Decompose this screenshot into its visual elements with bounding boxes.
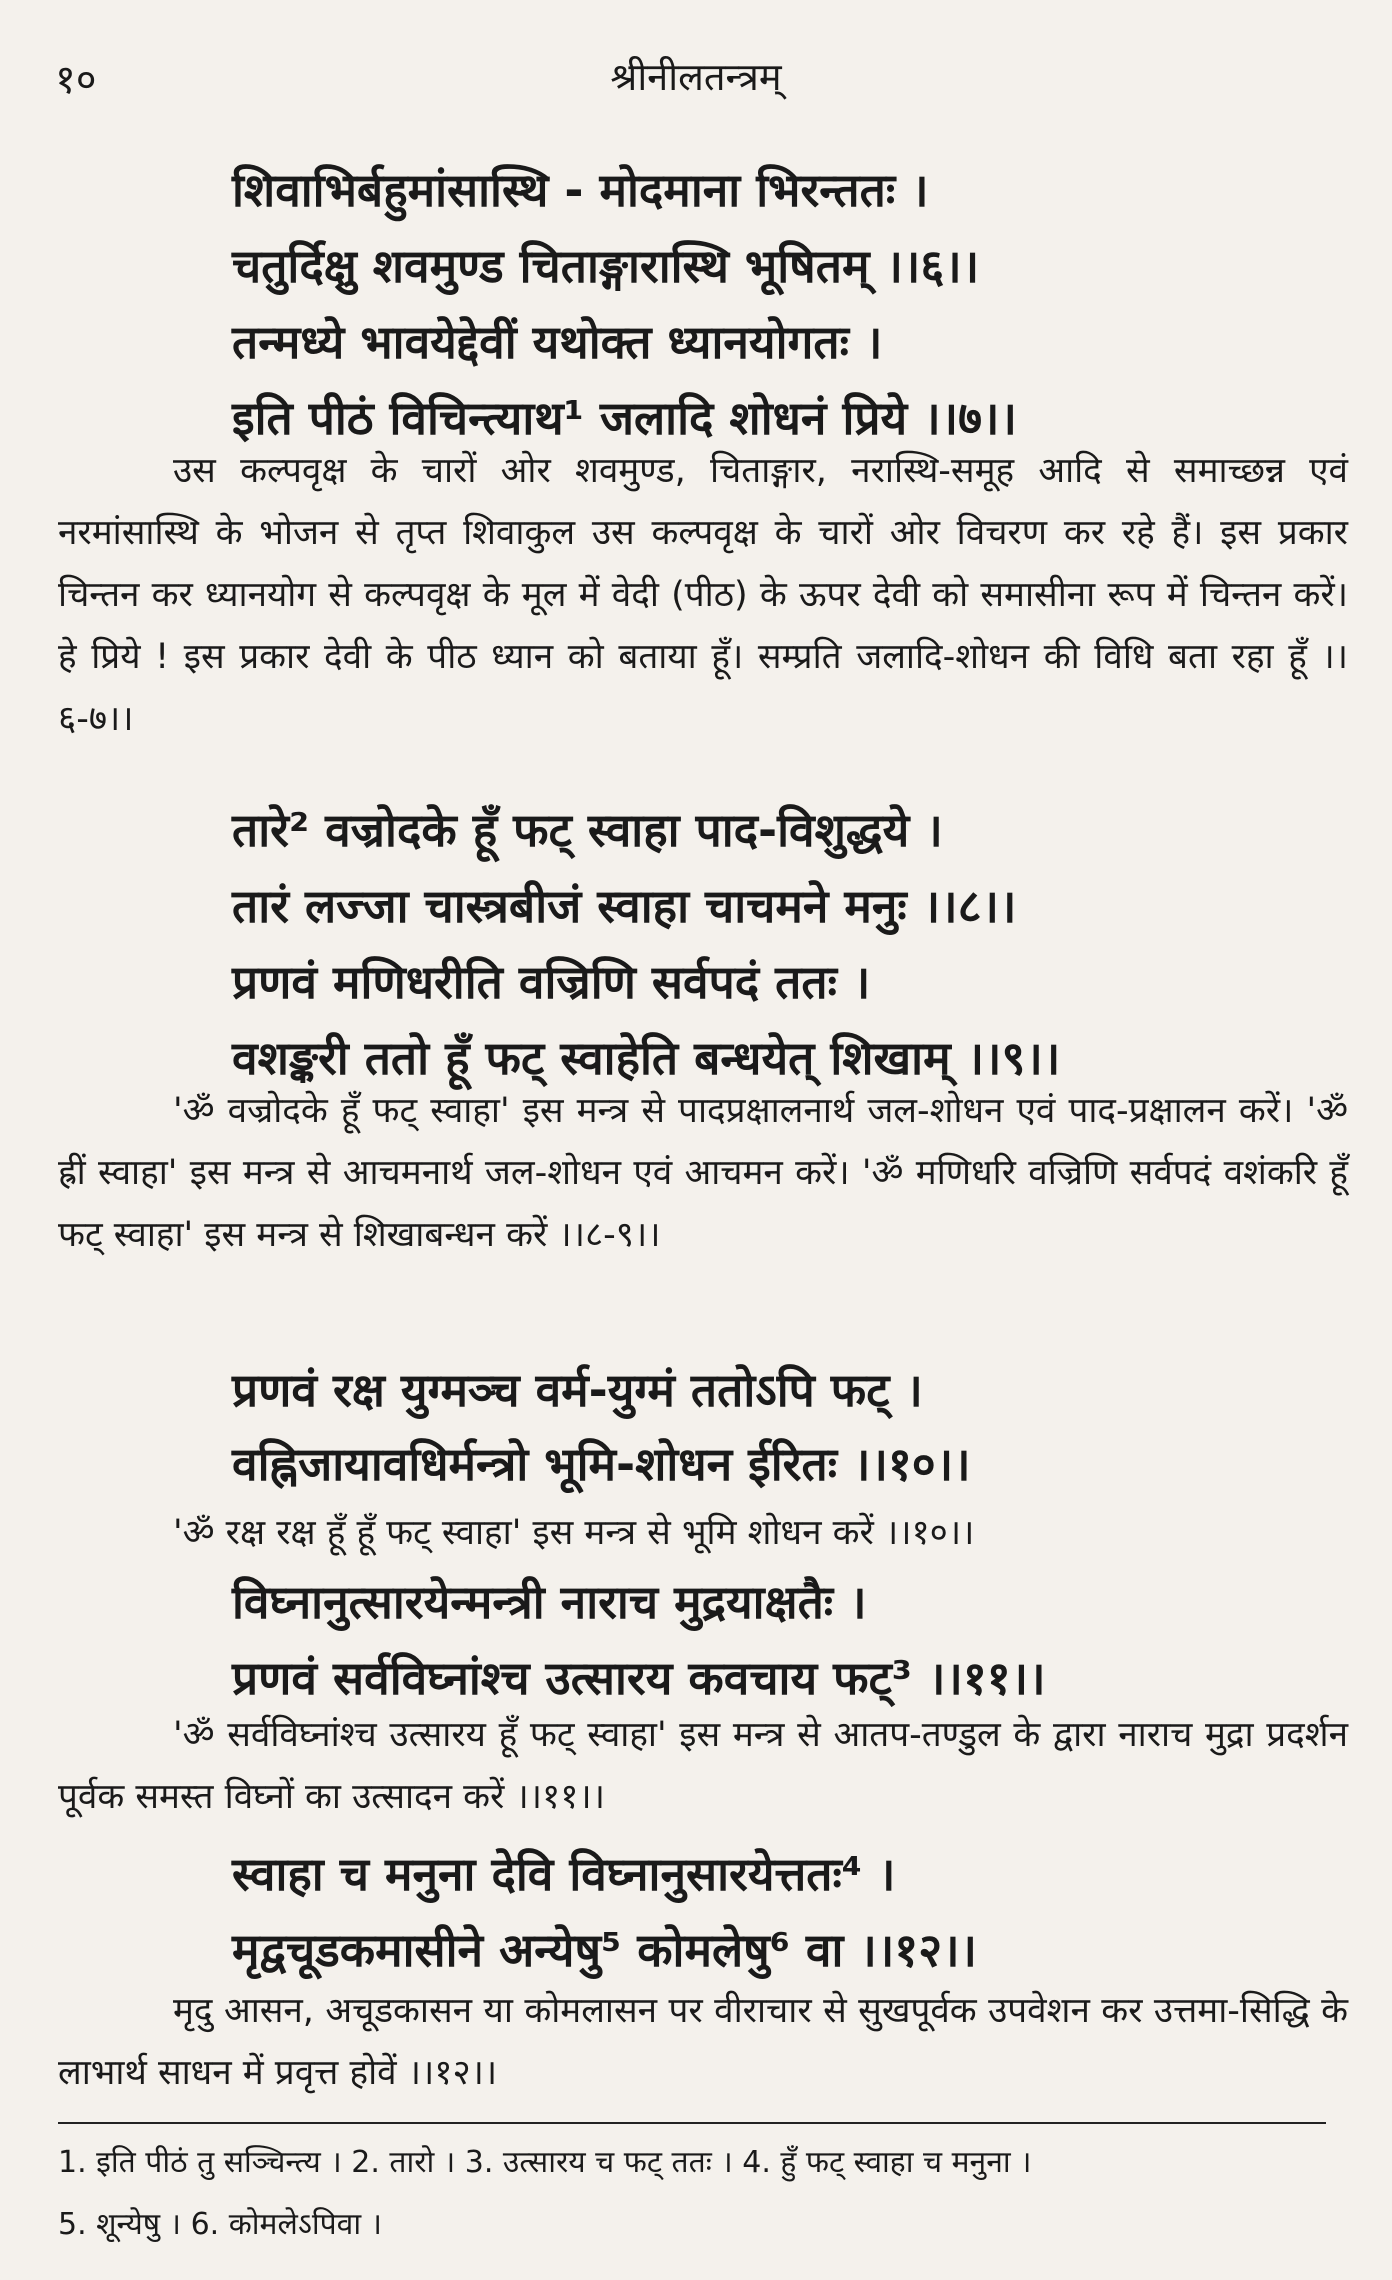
verse-line: इति पीठं विचिन्त्याथ¹ जलादि शोधनं प्रिये ।।७।। [232, 391, 1017, 445]
verse-line: प्रणवं मणिधरीति वज्रिणि सर्वपदं ततः । [232, 955, 871, 1009]
footnote-line: 1. इति पीठं तु सञ्चिन्त्य । 2. तारो । 3. उत्सारय च फट् ततः । 4. हुँ फट् स्वाहा च मनुना । [58, 2145, 1032, 2180]
verse-line: शिवाभिर्बहुमांसास्थि - मोदमाना भिरन्ततः । [232, 163, 929, 217]
page-number: १० [55, 57, 97, 103]
verse-line: तारं लज्जा चास्त्रबीजं स्वाहा चाचमने मनुः ।।८।। [232, 879, 1017, 933]
verse-line: मृद्वचूडकमासीने अन्येषु⁵ कोमलेषु⁶ वा ।।१२।। [232, 1923, 977, 1977]
verse-line: प्रणवं रक्ष युग्मञ्च वर्म-युग्मं ततोऽपि फट् । [232, 1363, 923, 1417]
verse-line: प्रणवं सर्वविघ्नांश्च उत्सारय कवचाय फट्³ ।।११।। [232, 1651, 1046, 1705]
footnote-divider [58, 2122, 1326, 2124]
verse-line: तारे² वज्रोदके हूँ फट् स्वाहा पाद-विशुद्धये । [232, 803, 943, 857]
commentary-paragraph: मृदु आसन, अचूडकासन या कोमलासन पर वीराचार से सुखपूर्वक उपवेशन कर उत्तमा-सिद्धि के लाभार्थ साधन में प्रवृत्त होवें ।।१२।। [58, 1991, 1348, 2093]
verse-line: वशङ्करी ततो हूँ फट् स्वाहेति बन्धयेत् शिखाम् ।।९।। [232, 1031, 1061, 1085]
running-title: श्रीनीलतन्त्रम् [610, 55, 782, 99]
commentary-paragraph: 'ॐ रक्ष रक्ष हूँ हूँ फट् स्वाहा' इस मन्त्र से भूमि शोधन करें ।।१०।। [173, 1513, 975, 1553]
page-header [0, 40, 1392, 110]
commentary-paragraph: 'ॐ सर्वविघ्नांश्च उत्सारय हूँ फट् स्वाहा' इस मन्त्र से आतप-तण्डुल के द्वारा नाराच मुद्रा प्रदर्शन पूर्वक समस्त विघ्नों का उत्सादन करें ।।११।। [58, 1715, 1348, 1817]
verse-line: तन्मध्ये भावयेद्देवीं यथोक्त ध्यानयोगतः । [232, 315, 883, 369]
footnote-line: 5. शून्येषु । 6. कोमलेऽपिवा । [58, 2207, 383, 2242]
footnotes [58, 2132, 1348, 2256]
commentary-paragraph: उस कल्पवृक्ष के चारों ओर शवमुण्ड, चिताङ्गार, नरास्थि-समूह आदि से समाच्छन्न एवं नरमांसास्थि के भोजन से तृप्त शिवाकुल उस कल्पवृक्ष के चारों ओर विचरण कर रहे हैं। इस प्रकार चिन्तन कर ध्यानयोग से कल्पवृक्ष के मूल में वेदी (पीठ) के ऊपर देवी को समासीना रूप में चिन्तन करें। हे प्रिये ! इस प्रकार देवी के पीठ ध्यान को बताया हूँ। सम्प्रति जलादि-शोधन की विधि बता रहा हूँ ।।६-७।। [58, 451, 1348, 739]
commentary-paragraph: 'ॐ वज्रोदके हूँ फट् स्वाहा' इस मन्त्र से पादप्रक्षालनार्थ जल-शोधन एवं पाद-प्रक्षालन करें। 'ॐ ह्रीं स्वाहा' इस मन्त्र से आचमनार्थ जल-शोधन एवं आचमन करें। 'ॐ मणिधरि वज्रिणि सर्वपदं वशंकरि हूँ फट् स्वाहा' इस मन्त्र से शिखाबन्धन करें ।।८-९।। [58, 1091, 1348, 1255]
verse-line: स्वाहा च मनुना देवि विघ्नानुसारयेत्ततः⁴ । [232, 1847, 896, 1901]
verse-line: विघ्नानुत्सारयेन्मन्त्री नाराच मुद्रयाक्षतैः । [232, 1575, 867, 1629]
verse-line: चतुर्दिक्षु शवमुण्ड चिताङ्गारास्थि भूषितम् ।।६।। [232, 239, 980, 293]
verse-line: वह्निजायावधिर्मन्त्रो भूमि-शोधन ईरितः ।।१०।। [232, 1437, 971, 1491]
